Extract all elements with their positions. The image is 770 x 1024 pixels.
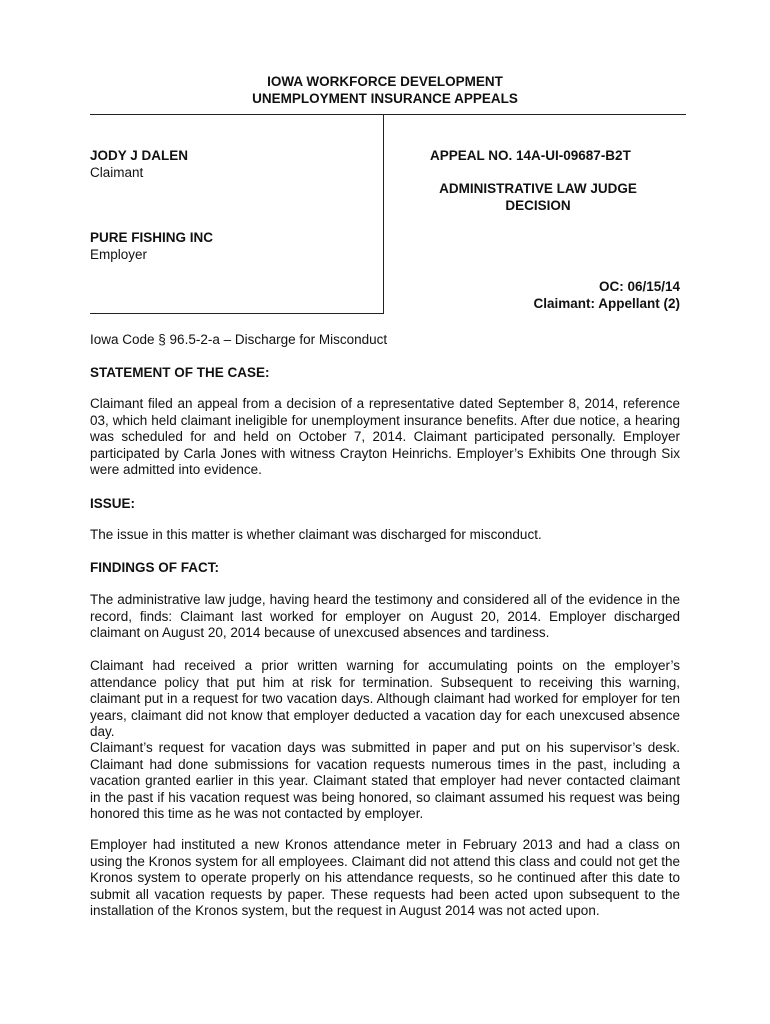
statement-heading: STATEMENT OF THE CASE: xyxy=(90,365,270,380)
decision-title-line1: ADMINISTRATIVE LAW JUDGE xyxy=(439,181,637,196)
statement-paragraph xyxy=(90,396,680,479)
oc-date: OC: 06/15/14 xyxy=(598,279,680,294)
decision-title-line2: DECISION xyxy=(505,198,571,213)
issue-heading: ISSUE: xyxy=(90,496,136,511)
code-reference: Iowa Code § 96.5-2-a – Discharge for Misconduct xyxy=(90,332,388,347)
caption-bottom-rule xyxy=(90,313,384,314)
agency-name: IOWA WORKFORCE DEVELOPMENT xyxy=(267,74,503,89)
issue-paragraph xyxy=(90,527,680,544)
findings-text-3: Claimant’s request for vacation days was submitted in paper and put on his supervisor’s desk. Claimant had done submissions for vacation requests numerous times in the past, including a vacation granted earlier in this year. Claimant stated that employer had never contacted claimant in the past if his vacation request was being honored, so claimant assumed his request was being honored this time as he was not contacted by employer. xyxy=(90,740,680,821)
findings-heading: FINDINGS OF FACT: xyxy=(90,560,219,575)
employer-role: Employer xyxy=(90,247,148,262)
appeal-number: APPEAL NO. 14A-UI-09687-B2T xyxy=(430,148,631,163)
findings-paragraph-2 xyxy=(90,658,680,741)
caption-divider xyxy=(383,114,384,314)
claimant-name: JODY J DALEN xyxy=(90,148,189,163)
statement-text: Claimant filed an appeal from a decision of a representative dated September 8, 2014, reference 03, which held claimant ineligible for unemployment insurance benefits. After due notice, a hearing was scheduled for and held on October 7, 2014. Claimant participated personally. Employer participated by Carla Jones with witness Crayton Heinrichs. Employer’s Exhibits One through Six were admitted into evidence. xyxy=(90,396,680,477)
findings-paragraph-1 xyxy=(90,592,680,642)
employer-name: PURE FISHING INC xyxy=(90,230,214,245)
findings-text-2: Claimant had received a prior written warning for accumulating points on the employer’s attendance policy that put him at risk for termination. Subsequent to receiving this warning, claimant put in a request for two vacation days. Although claimant had worked for employer for ten years, claimant did not know that employer deducted a vacation day for each unexcused absence day. xyxy=(90,658,680,739)
findings-paragraph-3 xyxy=(90,740,680,823)
issue-text: The issue in this matter is whether claimant was discharged for misconduct. xyxy=(90,527,542,542)
findings-text-1: The administrative law judge, having heard the testimony and considered all of the evidence in the record, finds: Claimant last worked for employer on August 20, 2014. Employer discharged claimant on August 20, 2014 because of unexcused absences and tardiness. xyxy=(90,592,680,640)
claimant-role: Claimant xyxy=(90,165,144,180)
findings-paragraph-4 xyxy=(90,837,680,920)
caption-top-rule xyxy=(90,114,686,115)
claimant-status: Claimant: Appellant (2) xyxy=(533,296,680,311)
findings-text-4: Employer had instituted a new Kronos attendance meter in February 2013 and had a class on using the Kronos system for all employees. Claimant did not attend this class and could not get the Kronos system to operate properly on his attendance requests, so he continued after this date to submit all vacation requests by paper. These requests had been acted upon subsequent to the installation of the Kronos system, but the request in August 2014 was not acted upon. xyxy=(90,837,680,918)
division-name: UNEMPLOYMENT INSURANCE APPEALS xyxy=(252,91,518,106)
